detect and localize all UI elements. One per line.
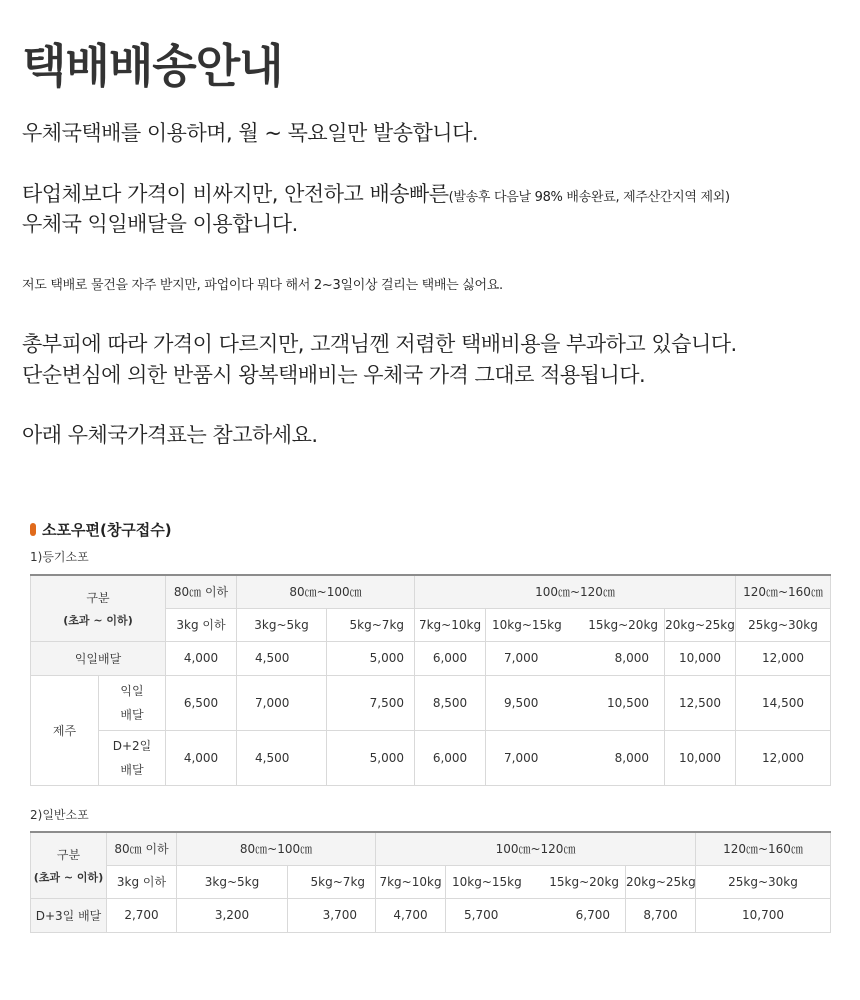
delivery-paragraph-line1 [22, 178, 730, 208]
price-cell-pair [486, 641, 665, 675]
price-cell: 7,000 [504, 750, 539, 765]
price-cell: 8,700 [626, 898, 696, 932]
delivery-paragraph-main: 타업체보다 가격이 비싸지만, 안전하고 배송빠른 [22, 182, 449, 206]
table1-corner-label: 구분 [86, 590, 110, 605]
price-cell: 7,000 [504, 651, 539, 665]
table1-size-header: 80㎝ 이하 [166, 575, 237, 608]
row-label-jeju-d2 [99, 730, 166, 785]
intro-paragraph: 우체국택배를 이용하며, 월 ~ 목요일만 발송합니다. [22, 121, 479, 145]
price-cell: 10,500 [607, 695, 650, 710]
table2-size-header: 120㎝~160㎝ [696, 832, 831, 865]
row-label-next-day: 익일배달 [31, 641, 166, 675]
table1-corner-header [31, 575, 166, 641]
section-title-text: 소포우편(창구접수) [42, 521, 172, 539]
reference-paragraph: 아래 우체국가격표는 참고하세요. [22, 423, 318, 447]
row-label-jeju: 제주 [31, 675, 99, 785]
price-cell: 4,500 [237, 641, 327, 675]
table1-weight-label: 10kg~15kg [492, 617, 562, 632]
table2-weight-header: 3kg~5kg [177, 865, 288, 898]
row-label-line: D+2일 [112, 738, 152, 753]
table1-corner-range: (초과 ~ 이하) [63, 613, 133, 627]
price-cell: 10,000 [665, 641, 736, 675]
price-cell: 4,000 [166, 641, 237, 675]
price-cell: 10,700 [696, 898, 831, 932]
price-cell: 4,700 [376, 898, 446, 932]
price-cell: 5,700 [464, 908, 499, 922]
price-cell: 2,700 [107, 898, 177, 932]
table2-size-header: 80㎝ 이하 [107, 832, 177, 865]
price-cell: 7,000 [237, 675, 327, 730]
delivery-paragraph-note: (발송후 다음날 98% 배송완료, 제주산간지역 제외) [448, 190, 730, 205]
price-cell: 5,000 [327, 730, 415, 785]
personal-note: 저도 택배로 물건을 자주 받지만, 파업이다 뭐다 해서 2~3일이상 걸리는 택배는 싫어요. [22, 278, 503, 293]
price-cell: 12,000 [736, 730, 831, 785]
price-cell: 7,500 [327, 675, 415, 730]
table1-weight-header: 7kg~10kg [415, 608, 486, 641]
price-cell: 8,500 [415, 675, 486, 730]
table1-weight-header: 5kg~7kg [327, 608, 415, 641]
table2-corner-range: (초과 ~ 이하) [33, 870, 104, 884]
table2-corner-header [31, 832, 107, 898]
price-cell: 10,000 [665, 730, 736, 785]
row-label-jeju-next-day [99, 675, 166, 730]
price-cell: 6,700 [575, 908, 611, 922]
price-cell: 6,000 [415, 641, 486, 675]
price-cell: 9,500 [504, 695, 539, 710]
table2-weight-header: 3kg 이하 [107, 865, 177, 898]
price-cell: 4,000 [166, 730, 237, 785]
price-cell: 3,200 [177, 898, 288, 932]
page-title: 택배배송안내 [22, 39, 283, 93]
price-cell: 4,500 [237, 730, 327, 785]
table2-label: 2)일반소포 [30, 808, 89, 822]
delivery-paragraph-line2: 우체국 익일배달을 이용합니다. [22, 212, 298, 236]
table2-size-header: 100㎝~120㎝ [376, 832, 696, 865]
pricing-paragraph-line1: 총부피에 따라 가격이 다르지만, 고객님껜 저렴한 택배비용을 부과하고 있습니다. [22, 332, 737, 356]
table2-weight-header [446, 865, 626, 898]
table2-weight-header: 7kg~10kg [376, 865, 446, 898]
row-label-line: 배달 [120, 762, 144, 777]
price-cell: 8,000 [614, 651, 650, 665]
price-cell-pair [486, 675, 665, 730]
section-bullet-icon [30, 523, 36, 536]
table2-weight-header: 5kg~7kg [288, 865, 376, 898]
row-label-line: 배달 [120, 707, 144, 722]
table1-size-header: 120㎝~160㎝ [736, 575, 831, 608]
table1-size-header: 100㎝~120㎝ [415, 575, 736, 608]
pricing-paragraph-line2: 단순변심에 의한 반품시 왕복택배비는 우체국 가격 그대로 적용됩니다. [22, 363, 646, 387]
table2-corner-label: 구분 [56, 847, 81, 862]
section-title [30, 519, 172, 540]
table1-weight-header [486, 608, 665, 641]
table1-size-header: 80㎝~100㎝ [237, 575, 415, 608]
table1-weight-header: 3kg 이하 [166, 608, 237, 641]
table2-weight-header: 25kg~30kg [696, 865, 831, 898]
registered-parcel-table [30, 574, 831, 786]
table1-weight-label: 15kg~20kg [588, 617, 659, 632]
price-cell: 8,000 [614, 750, 650, 765]
table1-weight-header: 20kg~25kg [665, 608, 736, 641]
table2-weight-label: 10kg~15kg [452, 874, 522, 889]
table1-weight-header: 3kg~5kg [237, 608, 327, 641]
table2-weight-header: 20kg~25kg [626, 865, 696, 898]
price-cell: 14,500 [736, 675, 831, 730]
table1-weight-header: 25kg~30kg [736, 608, 831, 641]
table2-size-header: 80㎝~100㎝ [177, 832, 376, 865]
table1-label: 1)등기소포 [30, 550, 89, 564]
price-cell: 5,000 [327, 641, 415, 675]
ordinary-parcel-table [30, 831, 831, 933]
row-label-line: 익일 [120, 683, 144, 698]
price-cell: 6,000 [415, 730, 486, 785]
price-cell: 6,500 [166, 675, 237, 730]
price-cell-pair [446, 898, 626, 932]
price-cell-pair [486, 730, 665, 785]
price-cell: 12,000 [736, 641, 831, 675]
row-label-d3: D+3일 배달 [31, 898, 107, 932]
table2-weight-label: 15kg~20kg [549, 874, 620, 889]
price-cell: 3,700 [288, 898, 376, 932]
price-cell: 12,500 [665, 675, 736, 730]
